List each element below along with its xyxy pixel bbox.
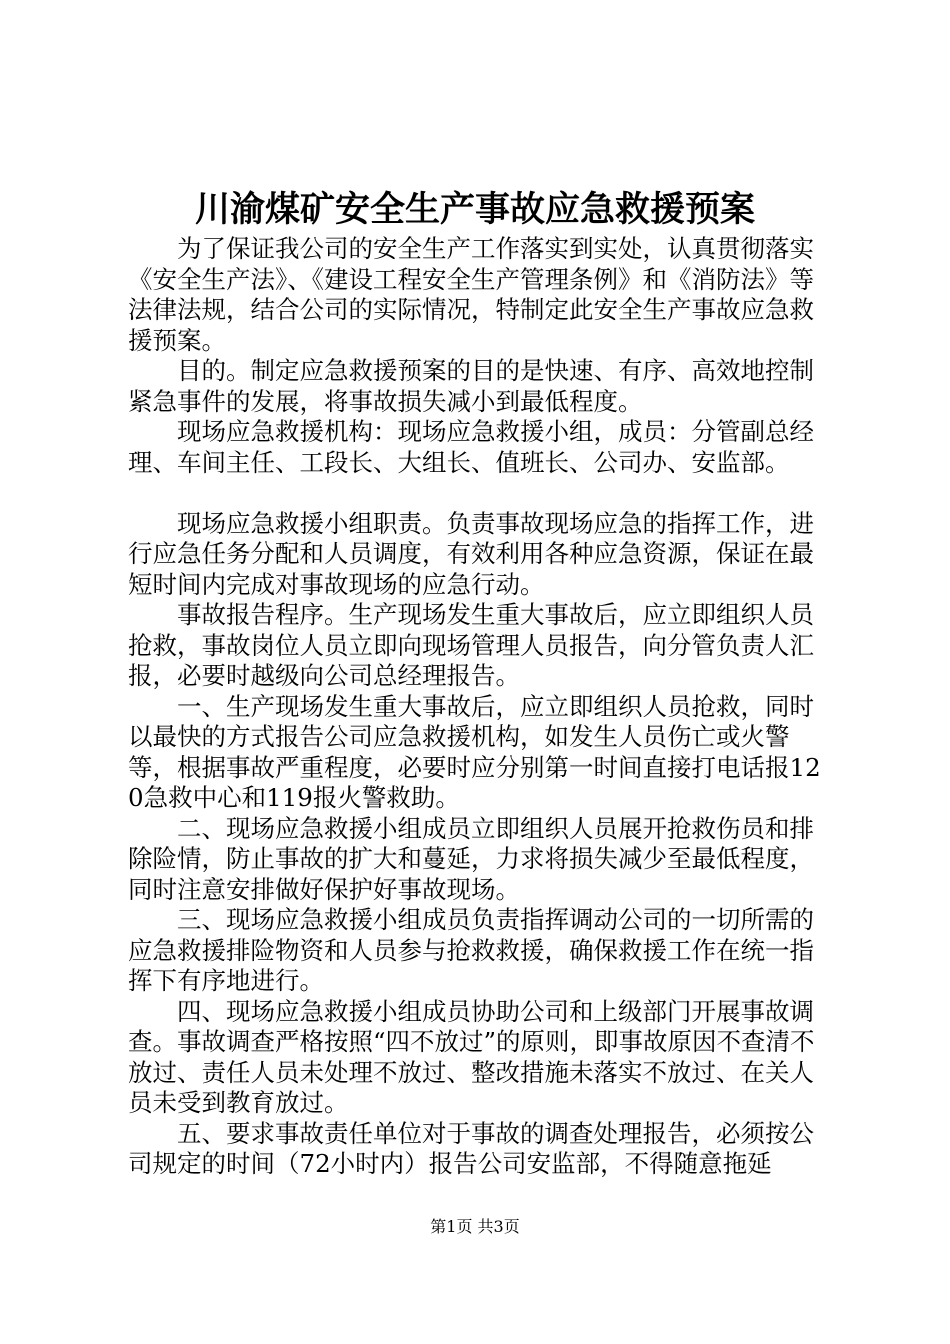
page-number: 第1页 共3页 — [430, 1217, 520, 1236]
paragraph-purpose: 目的。制定应急救援预案的目的是快速、有序、高效地控制紧急事件的发展，将事故损失减小到最低程度。 — [128, 356, 814, 416]
paragraph-item-2: 二、现场应急救援小组成员立即组织人员展开抢救伤员和排除险情，防止事故的扩大和蔓延，力求将损失减少至最低程度，同时注意安排做好保护好事故现场。 — [128, 813, 814, 904]
paragraph-item-3: 三、现场应急救援小组成员负责指挥调动公司的一切所需的应急救援排险物资和人员参与抢救救援，确保救援工作在统一指挥下有序地进行。 — [128, 905, 814, 995]
paragraph-item-4: 四、现场应急救援小组成员协助公司和上级部门开展事故调查。事故调查严格按照“四不放过”的原则，即事故原因不查清不放过、责任人员未处理不放过、整改措施未落实不放过、在关人员未受到教育放过。 — [128, 996, 815, 1117]
paragraph-report-procedure: 事故报告程序。生产现场发生重大事故后，应立即组织人员抢救，事故岗位人员立即向现场管理人员报告，向分管负责人汇报，必要时越级向公司总经理报告。 — [128, 600, 814, 690]
paragraph-item-1: 一、生产现场发生重大事故后，应立即组织人员抢救，同时以最快的方式报告公司应急救援机构，如发生人员伤亡或火警等，根据事故严重程度，必要时应分别第一时间直接打电话报120急救中心和119报火警救助。 — [128, 691, 821, 812]
document-title: 川渝煤矿安全生产事故应急救援预案 — [194, 189, 755, 230]
paragraph-item-5: 五、要求事故责任单位对于事故的调查处理报告，必须按公司规定的时间（72小时内）报告公司安监部，不得随意拖延 — [128, 1118, 814, 1178]
blank-line — [128, 478, 828, 509]
paragraph-organization: 现场应急救援机构：现场应急救援小组，成员：分管副总经理、车间主任、工段长、大组长、值班长、公司办、安监部。 — [128, 417, 814, 477]
paragraph-intro: 为了保证我公司的安全生产工作落实到实处，认真贯彻落实《安全生产法》、《建设工程安全生产管理条例》和《消防法》等法律法规，结合公司的实际情况，特制定此安全生产事故应急救援预案。 — [128, 234, 814, 355]
paragraph-duties: 现场应急救援小组职责。负责事故现场应急的指挥工作，进行应急任务分配和人员调度，有效利用各种应急资源，保证在最短时间内完成对事故现场的应急行动。 — [128, 508, 814, 599]
document-body — [128, 234, 828, 1180]
